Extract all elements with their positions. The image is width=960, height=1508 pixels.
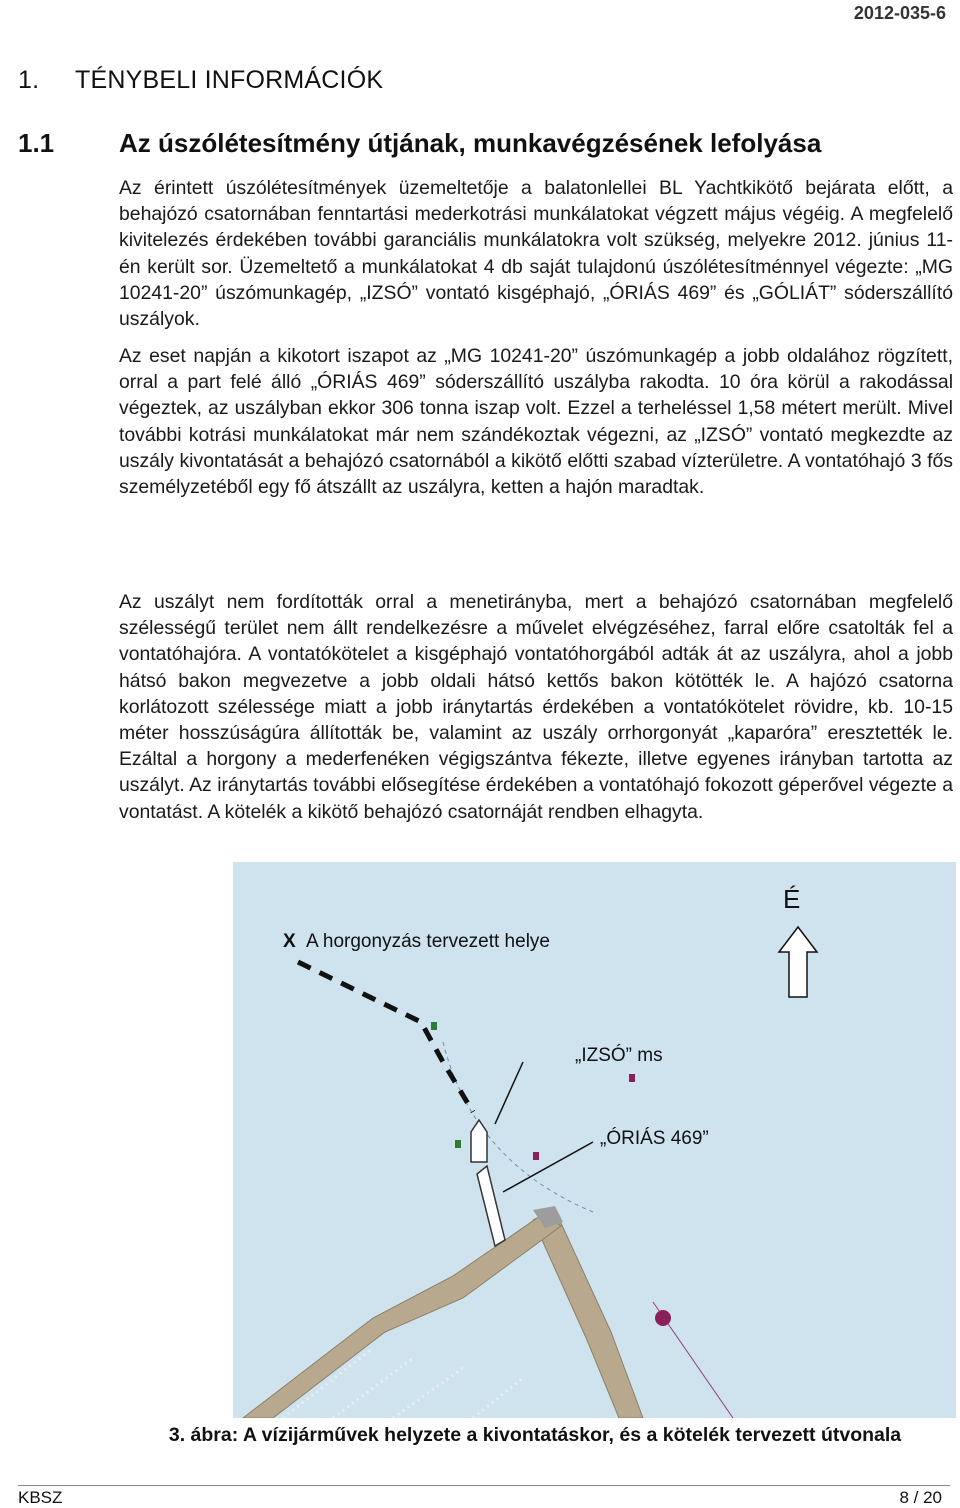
subsection-heading — [18, 128, 821, 159]
buoy-2 — [455, 1140, 461, 1148]
north-label: É — [783, 884, 801, 914]
subsection-number: 1.1 — [18, 128, 55, 158]
section-heading — [18, 66, 383, 95]
buoy-1 — [431, 1022, 437, 1030]
buoy-4 — [629, 1074, 635, 1082]
figure-caption: 3. ábra: A vízijárművek helyzete a kivontatáskor, és a kötelék tervezett útvonala — [168, 1424, 902, 1446]
anchor-label: A horgonyzás tervezett helye — [306, 931, 550, 952]
barge-label: „ÓRIÁS 469” — [600, 1128, 709, 1149]
section-title: TÉNYBELI INFORMÁCIÓK — [75, 66, 384, 94]
footer-org: KBSZ — [18, 1488, 63, 1507]
footer-divider — [18, 1485, 950, 1486]
paragraph-3: Az uszályt nem fordították orral a menetirányba, mert a behajózó csatornában megfelelő szélességű terület nem állt rendelkezésre a művelet elvégzéséhez, farral előre csatolták fel a vontatóhajóra. A vontatókötelet a kisgéphajó vontatóhorgából adták át az uszályra, ahol a jobb hátsó bakon megvezetve a jobb oldali hátsó kettős bakon kötötték le. A hajózó csatorna korlátozott szélessége miatt a jobb iránytartás érdekében a vontatókötelet rövidre, kb. 10-15 méter hosszúságúra állították be, valamint az uszály orrhorgonyát „kaparóra” eresztették le. Ezáltal a horgony a mederfenéken végigszántva fékezte, illetve egyenes irányban tartotta az uszályt. Az iránytartás további elősegítése érdekében a vontatóhajó fokozott géperővel végezte a vontatást. A kötelék a kikötő behajózó csatornáját rendben elhagyta. — [119, 591, 953, 823]
footer-page-number: 8 / 20 — [899, 1488, 942, 1507]
paragraph-1: Az érintett úszólétesítmények üzemeltetője a balatonlellei BL Yachtkikötő bejárata előtt, a behajózó csatornában fenntartási mederkotrási munkálatokat végzett május végéig. A megfelelő kivitelezés érdekében további garanciális munkálatokra volt szükség, melyekre 2012. június 11-én került sor. Üzemeltető a munkálatokat 4 db saját tulajdonú úszólétesítménnyel végezte: „MG 10241-20” úszómunkagép, „IZSÓ” vontató kisgéphajó, „ÓRIÁS 469” és „GÓLIÁT” sóderszállító uszályok. — [119, 177, 953, 331]
anchor-marker: X — [283, 931, 296, 952]
buoy-3 — [533, 1152, 539, 1160]
document-id: 2012-035-6 — [853, 3, 946, 23]
harbor-figure — [233, 862, 956, 1418]
subsection-title: Az úszólétesítmény útjának, munkavégzésének lefolyása — [119, 128, 822, 158]
tug-label: „IZSÓ” ms — [575, 1045, 663, 1066]
waypoint-circle — [655, 1310, 671, 1326]
paragraph-2: Az eset napján a kikotort iszapot az „MG 10241-20” úszómunkagép a jobb oldalához rögzített, orral a part felé álló „ÓRIÁS 469” sóderszállító uszályba rakodta. 10 óra körül a rakodással végeztek, az uszályban ekkor 306 tonna iszap volt. Ezzel a terheléssel 1,58 métert merült. Mivel további kotrási munkálatokat már nem szándékoztak végezni, az „IZSÓ” vontató megkezdte az uszály kivontatását a behajózó csatornából a kikötő előtti szabad vízterületre. A vontatóhajó 3 fős személyzetéből egy fő átszállt az uszályra, ketten a hajón maradtak. — [119, 345, 953, 499]
section-number: 1. — [18, 66, 40, 94]
